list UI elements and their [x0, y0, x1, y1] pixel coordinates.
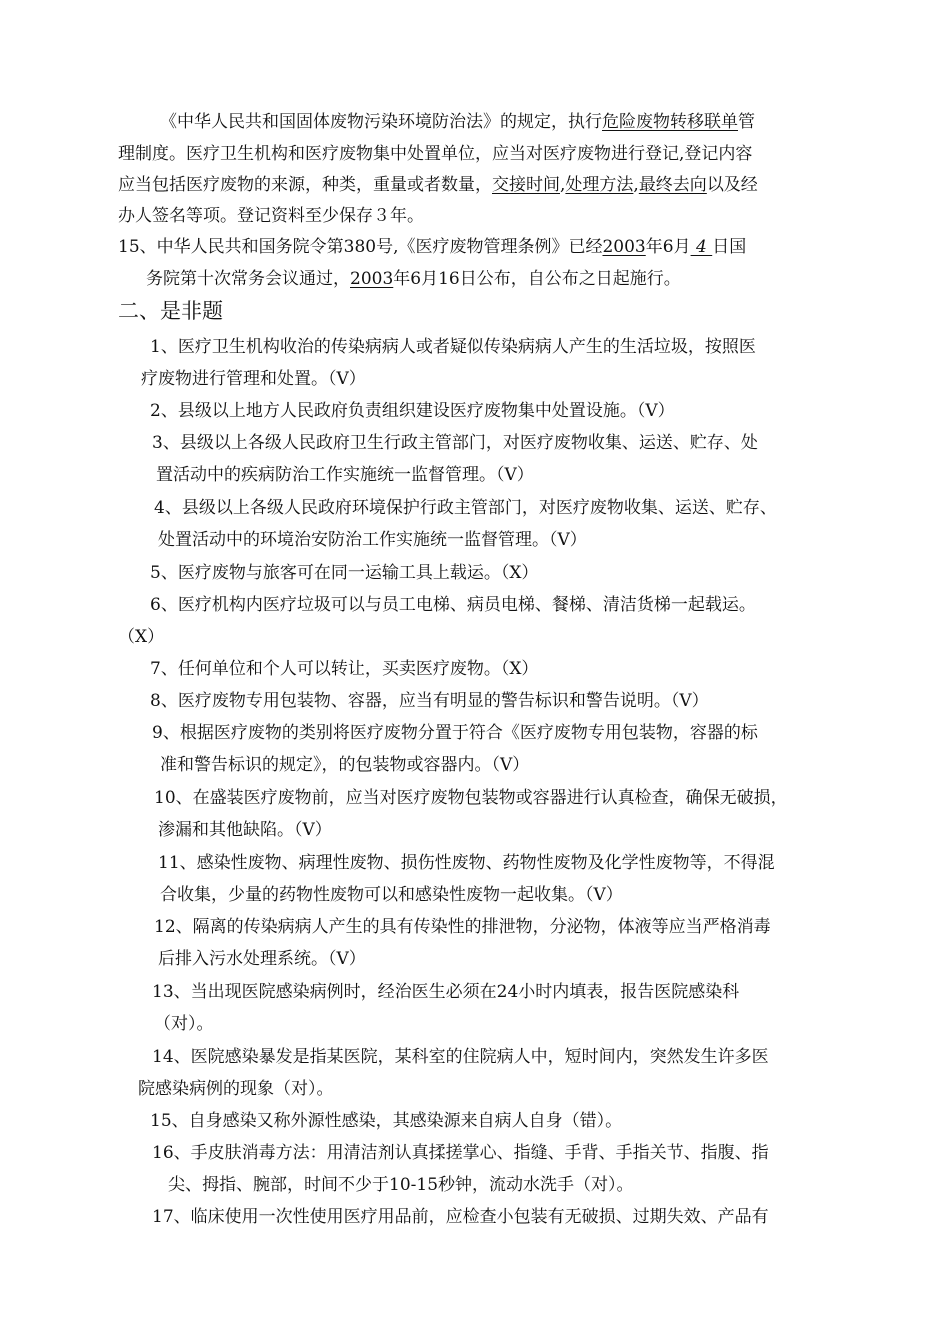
item-16-line-2: 尖、拇指、腕部，时间不少于10-15秒钟，流动水洗手（对）。	[168, 1175, 634, 1195]
intro-text: 应当包括医疗废物的来源，种类，重量或者数量，	[118, 175, 492, 195]
fill-item-15-line-1	[118, 235, 746, 259]
intro-text: 《中华人民共和国固体废物污染环境防治法》的规定，执行	[160, 112, 602, 132]
item-6-line-2: （X）	[118, 627, 165, 647]
item-2-line-1: 2、县级以上地方人民政府负责组织建设医疗废物集中处置设施。（V）	[150, 401, 675, 421]
item-11-line-2: 合收集，少量的药物性废物可以和感染性废物一起收集。（V）	[160, 885, 623, 905]
fill-item-15-line-2	[146, 267, 681, 291]
item-6-line-1: 6、医疗机构内医疗垃圾可以与员工电梯、病员电梯、餐梯、清洁货梯一起载运。	[150, 595, 756, 615]
item-11-line-1: 11、感染性废物、病理性废物、损伤性废物、药物性废物及化学性废物等，不得混	[158, 853, 775, 873]
item-14-line-1: 14、医院感染暴发是指某医院，某科室的住院病人中，短时间内，突然发生许多医	[152, 1047, 769, 1067]
item-10-line-2: 渗漏和其他缺陷。（V）	[158, 820, 332, 840]
underlined-term: 危险废物转移联单	[602, 112, 738, 132]
item-5-line-1: 5、医疗废物与旅客可在同一运输工具上载运。（X）	[150, 563, 539, 583]
underlined-answer: 2003	[602, 237, 646, 257]
item-8-line-1: 8、医疗废物专用包装物、容器，应当有明显的警告标识和警告说明。（V）	[150, 691, 709, 711]
intro-text: 以及经	[706, 175, 758, 195]
item-1-line-2: 疗废物进行管理和处置。（V）	[141, 369, 366, 389]
item-13-line-1: 13、当出现医院感染病例时，经治医生必须在24小时内填表，报告医院感染科	[152, 982, 740, 1002]
item-4-line-2: 处置活动中的环境治安防治工作实施统一监督管理。（V）	[158, 530, 587, 550]
item-17-line-1: 17、临床使用一次性使用医疗用品前，应检查小包装有无破损、过期失效、产品有	[152, 1207, 769, 1227]
underlined-answer: 4	[690, 237, 713, 257]
separator: ,	[633, 175, 639, 195]
item-16-line-1: 16、手皮肤消毒方法：用清洁剂认真揉搓掌心、指缝、手背、手指关节、指腹、指	[152, 1143, 769, 1163]
intro-line-2: 理制度。医疗卫生机构和医疗废物集中处置单位，应当对医疗废物进行登记,登记内容	[118, 144, 753, 164]
item-3-line-1: 3、县级以上各级人民政府卫生行政主管部门，对医疗废物收集、运送、贮存、处	[152, 433, 758, 453]
underlined-term: 最终去向	[638, 175, 707, 195]
underlined-term: 处理方法	[565, 175, 634, 195]
item-text: 日国	[712, 237, 747, 257]
underlined-answer: 2003	[350, 269, 394, 289]
item-9-line-1: 9、根据医疗废物的类别将医疗废物分置于符合《医疗废物专用包装物，容器的标	[152, 723, 758, 743]
item-9-line-2: 准和警告标识的规定》，的包装物或容器内。（V）	[160, 755, 530, 775]
section-title: 二、是非题	[118, 299, 223, 323]
item-3-line-2: 置活动中的疾病防治工作实施统一监督管理。（V）	[156, 465, 534, 485]
item-14-line-2: 院感染病例的现象（对）。	[138, 1079, 334, 1099]
item-text: 年6月	[645, 237, 691, 257]
item-4-line-1: 4、县级以上各级人民政府环境保护行政主管部门，对医疗废物收集、运送、贮存、	[154, 498, 777, 518]
item-12-line-2: 后排入污水处理系统。（V）	[158, 949, 366, 969]
item-12-line-1: 12、隔离的传染病病人产生的具有传染性的排泄物，分泌物，体液等应当严格消毒	[154, 917, 771, 937]
item-text: 务院第十次常务会议通过，	[146, 269, 350, 289]
item-text: 15、中华人民共和国务院令第380号,《医疗废物管理条例》已经	[118, 237, 603, 257]
item-15-line-1: 15、自身感染又称外源性感染，其感染源来自病人自身（错）。	[150, 1111, 623, 1131]
item-10-line-1: 10、在盛装医疗废物前，应当对医疗废物包装物或容器进行认真检查，确保无破损，	[154, 788, 788, 808]
item-text: 年6月16日公布，自公布之日起施行。	[393, 269, 681, 289]
item-7-line-1: 7、任何单位和个人可以转让，买卖医疗废物。（X）	[150, 659, 539, 679]
underlined-term: 交接时间	[492, 175, 560, 195]
item-13-line-2: （对）。	[154, 1014, 214, 1034]
intro-line-3	[118, 173, 758, 197]
separator: ,	[560, 175, 566, 195]
intro-text: 管	[738, 112, 755, 132]
item-1-line-1: 1、医疗卫生机构收治的传染病病人或者疑似传染病病人产生的生活垃圾，按照医	[150, 337, 756, 357]
intro-line-4: 办人签名等项。登记资料至少保存３年。	[118, 206, 424, 226]
intro-line-1	[160, 110, 755, 134]
